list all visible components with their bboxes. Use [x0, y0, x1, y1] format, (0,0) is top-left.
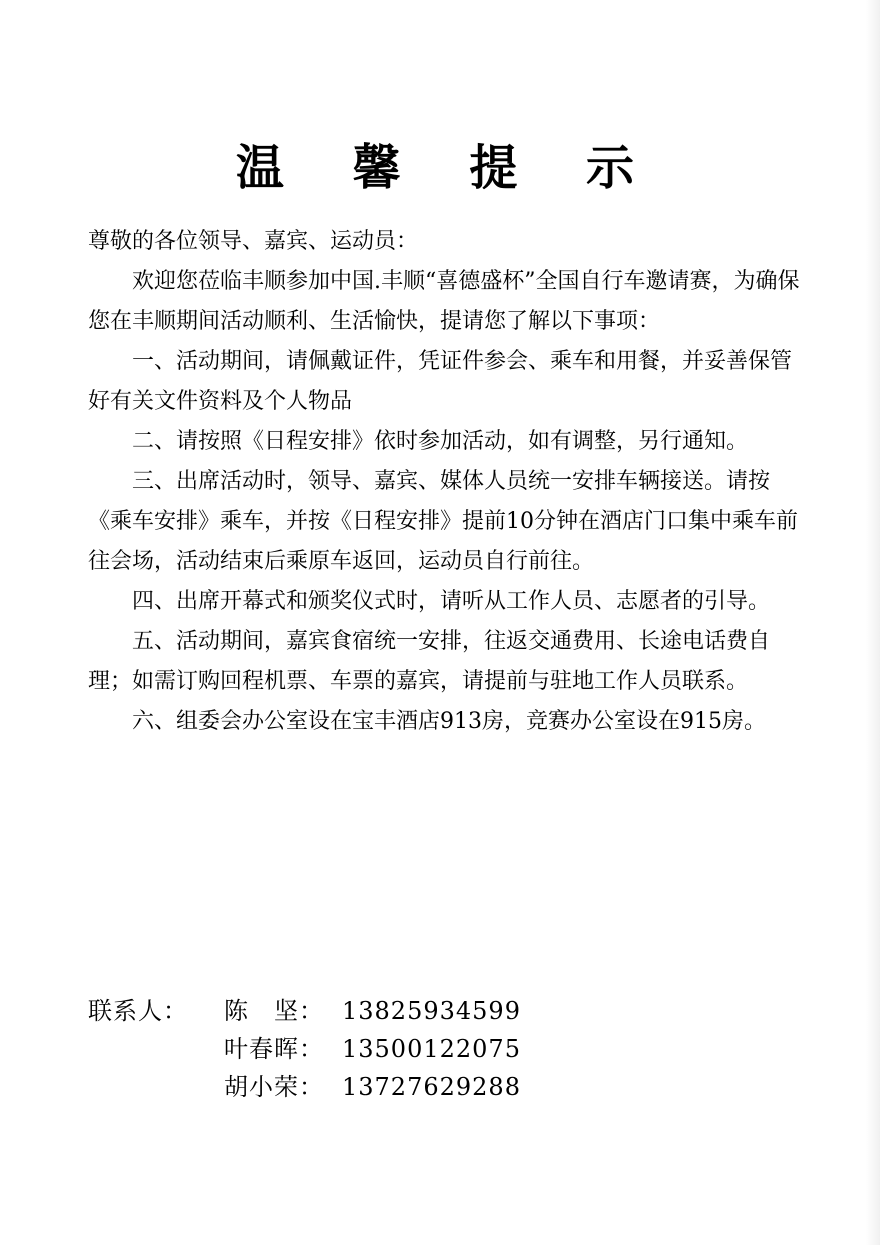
- item-4-paragraph: 四、出席开幕式和颁奖仪式时，请听从工作人员、志愿者的引导。: [132, 589, 771, 614]
- contact-name: 叶春晖：: [224, 1035, 324, 1063]
- contact-name: 陈 坚：: [224, 997, 324, 1025]
- contact-phone: 13727629288: [342, 1073, 521, 1101]
- contact-row: [88, 1068, 521, 1106]
- contact-row: [88, 1030, 521, 1068]
- item-5-paragraph: 五、活动期间，嘉宾食宿统一安排，往返交通费用、长途电话费自理；如需订购回程机票、车票的嘉宾，请提前与驻地工作人员联系。: [88, 629, 771, 694]
- item-3-paragraph: 三、出席活动时，领导、嘉宾、媒体人员统一安排车辆接送。请按《乘车安排》乘车，并按《日程安排》提前10分钟在酒店门口集中乘车前往会场，活动结束后乘原车返回，运动员自行前往。: [88, 469, 798, 574]
- item-6-paragraph: 六、组委会办公室设在宝丰酒店913房，竞赛办公室设在915房。: [132, 709, 766, 734]
- contacts-block: [88, 992, 521, 1106]
- item-2-paragraph: 二、请按照《日程安排》依时参加活动，如有调整，另行通知。: [132, 429, 749, 454]
- contact-phone: 13500122075: [342, 1035, 521, 1063]
- contact-phone: 13825934599: [342, 997, 521, 1025]
- contact-name: 胡小荣：: [224, 1073, 324, 1101]
- contacts-label: 联系人：: [88, 997, 188, 1025]
- document-title: 温 馨 提 示: [235, 140, 661, 197]
- item-1-paragraph: 一、活动期间，请佩戴证件，凭证件参会、乘车和用餐，并妥善保管好有关文件资料及个人物品: [88, 349, 793, 414]
- document-body: [88, 222, 800, 742]
- intro-paragraph: 欢迎您莅临丰顺参加中国.丰顺“喜德盛杯”全国自行车邀请赛，为确保您在丰顺期间活动顺利、生活愉快，提请您了解以下事项：: [88, 269, 800, 334]
- contact-row: [88, 992, 521, 1030]
- salutation: 尊敬的各位领导、嘉宾、运动员：: [88, 229, 419, 254]
